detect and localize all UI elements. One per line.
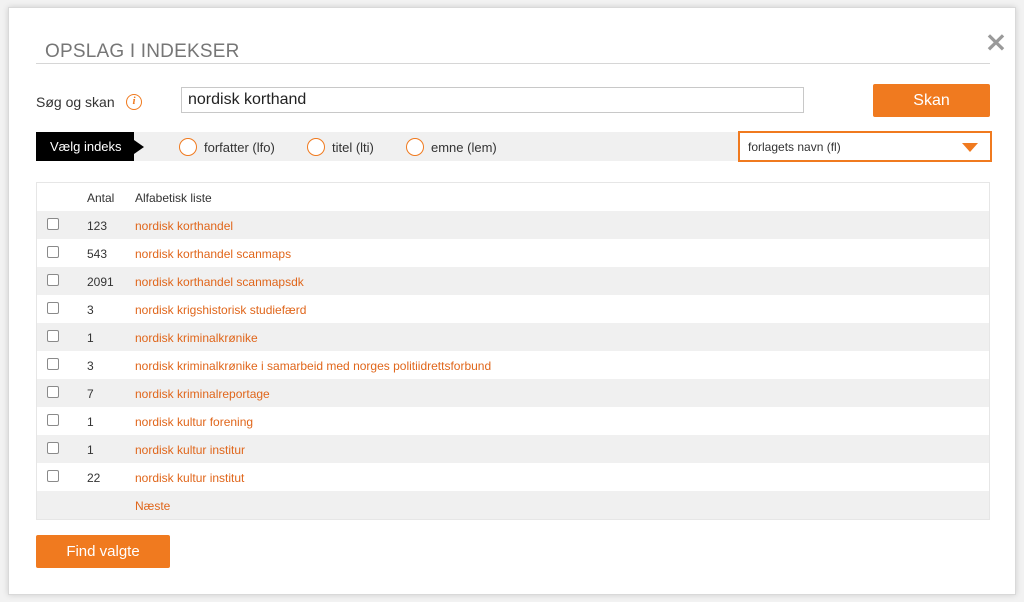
pagination-row (37, 491, 989, 519)
table-row (37, 351, 989, 379)
table-row (37, 323, 989, 351)
results-table (36, 182, 990, 520)
row-term-link[interactable]: nordisk korthandel scanmaps (135, 247, 292, 261)
row-term-link[interactable]: nordisk kriminalreportage (135, 387, 270, 401)
radio-label: emne (lem) (431, 139, 497, 155)
close-icon[interactable]: × (984, 25, 1008, 58)
find-selected-button[interactable]: Find valgte (36, 535, 170, 568)
row-term-link[interactable]: nordisk kultur forening (135, 415, 254, 429)
row-checkbox[interactable] (47, 386, 59, 398)
search-label: Søg og skan (36, 94, 115, 110)
row-count: 543 (87, 247, 108, 261)
row-checkbox[interactable] (47, 330, 59, 342)
row-checkbox[interactable] (47, 414, 59, 426)
row-term-link[interactable]: nordisk kultur institut (135, 471, 245, 485)
row-count: 1 (87, 331, 94, 345)
table-row (37, 379, 989, 407)
row-term-link[interactable]: nordisk korthandel (135, 219, 234, 233)
table-row (37, 463, 989, 491)
row-count: 123 (87, 219, 108, 233)
chevron-down-icon[interactable] (962, 143, 978, 152)
radio-circle[interactable] (179, 138, 197, 156)
row-count: 7 (87, 387, 94, 401)
row-checkbox[interactable] (47, 358, 59, 370)
index-tag-label: Vælg indeks (36, 132, 134, 161)
table-row (37, 295, 989, 323)
row-checkbox[interactable] (47, 442, 59, 454)
radio-label: forfatter (lfo) (204, 139, 275, 155)
row-count: 3 (87, 303, 94, 317)
table-body (37, 211, 989, 519)
dialog-title: OPSLAG I INDEKSER (45, 41, 240, 62)
info-icon[interactable]: i (126, 94, 142, 110)
row-term-link[interactable]: nordisk krigshistorisk studiefærd (135, 303, 307, 317)
radio-titel[interactable] (307, 137, 374, 157)
table-row (37, 267, 989, 295)
row-count: 22 (87, 471, 101, 485)
title-divider (36, 63, 990, 64)
row-checkbox[interactable] (47, 274, 59, 286)
table-row (37, 407, 989, 435)
next-page-link[interactable]: Næste (135, 499, 171, 513)
dropdown-value: forlagets navn (fl) (748, 140, 841, 154)
row-term-link[interactable]: nordisk kriminalkrønike (135, 331, 258, 345)
row-term-link[interactable]: nordisk korthandel scanmapsdk (135, 275, 304, 289)
row-checkbox[interactable] (47, 470, 59, 482)
row-term-link[interactable]: nordisk kriminalkrønike i samarbeid med norges politiidrettsforbund (135, 359, 492, 373)
row-count: 2091 (87, 275, 114, 289)
table-row (37, 239, 989, 267)
row-count: 1 (87, 443, 94, 457)
header-list: Alfabetisk liste (135, 191, 212, 205)
row-term-link[interactable]: nordisk kultur institur (135, 443, 246, 457)
row-count: 3 (87, 359, 94, 373)
scan-button[interactable]: Skan (873, 84, 990, 117)
row-checkbox[interactable] (47, 302, 59, 314)
table-row (37, 435, 989, 463)
row-count: 1 (87, 415, 94, 429)
search-input[interactable] (181, 87, 804, 113)
header-count: Antal (87, 191, 115, 205)
radio-circle[interactable] (406, 138, 424, 156)
index-dropdown[interactable] (738, 131, 992, 162)
radio-emne[interactable] (406, 137, 497, 157)
radio-forfatter[interactable] (179, 137, 275, 157)
row-checkbox[interactable] (47, 246, 59, 258)
table-row (37, 211, 989, 239)
row-checkbox[interactable] (47, 218, 59, 230)
radio-circle[interactable] (307, 138, 325, 156)
radio-label: titel (lti) (332, 139, 374, 155)
table-header (37, 183, 989, 211)
